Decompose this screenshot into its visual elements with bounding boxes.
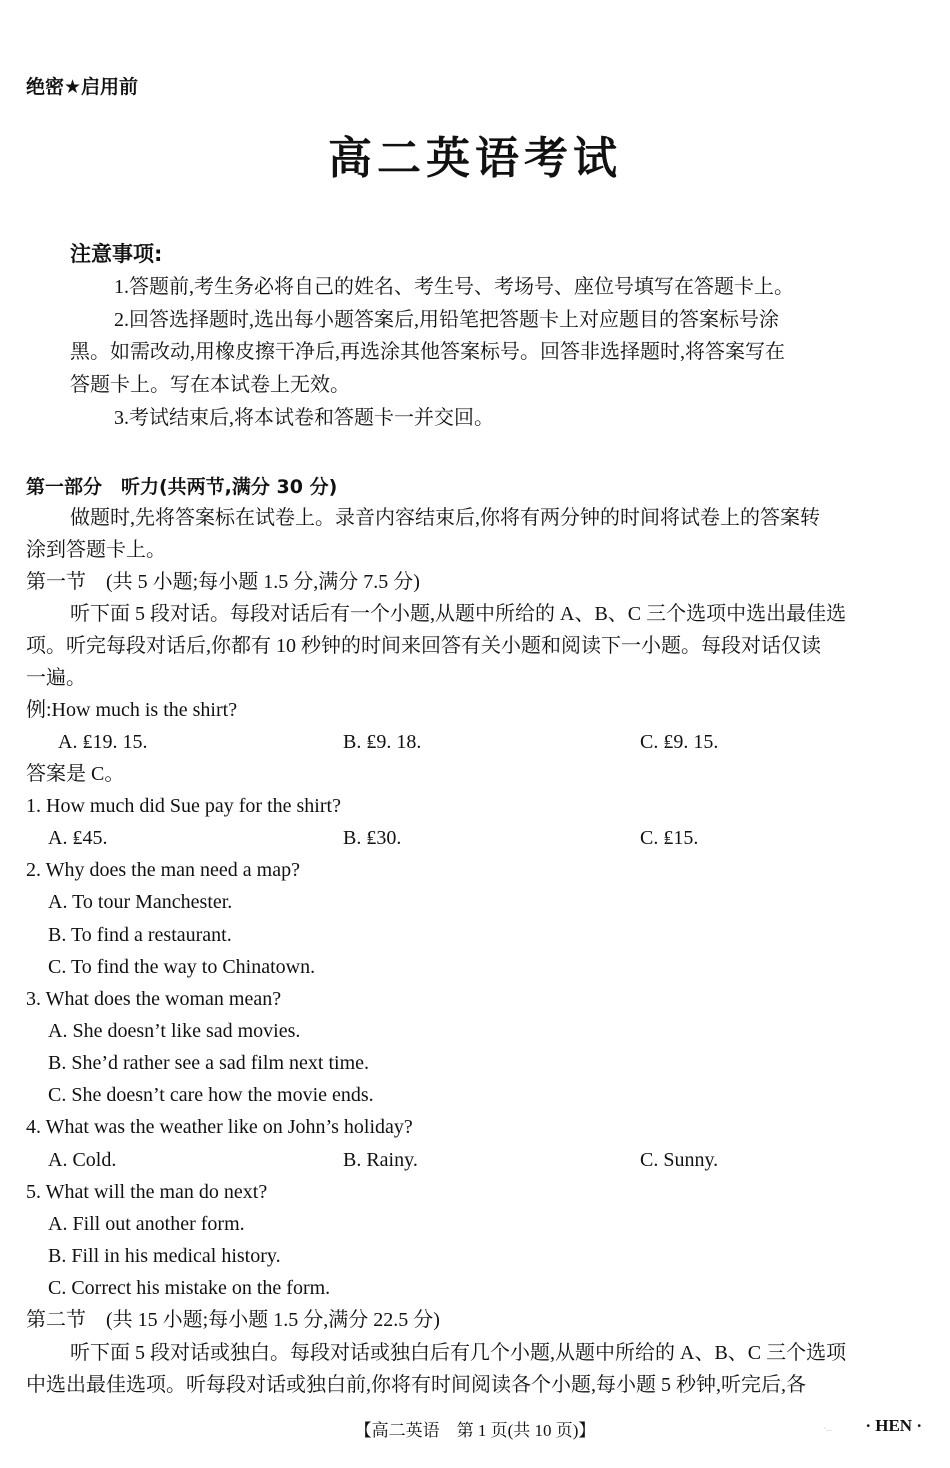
example-option-b: B. ₤9. 18. [343, 731, 422, 753]
notice-item-2-line-3: 答题卡上。写在本试卷上无效。 [70, 374, 350, 396]
example-question: 例:How much is the shirt? [26, 699, 238, 721]
example-option-c: C. ₤9. 15. [640, 731, 719, 753]
part1-intro-line-1: 做题时,先将答案标在试卷上。录音内容结束后,你将有两分钟的时间将试卷上的答案转 [70, 507, 820, 529]
question-2-option-c: C. To find the way to Chinatown. [48, 956, 316, 978]
section1-intro-line-3: 一遍。 [26, 667, 86, 689]
question-2-option-a: A. To tour Manchester. [48, 891, 233, 913]
question-3: 3. What does the woman mean? [26, 988, 282, 1010]
part1-intro-line-2: 涂到答题卡上。 [26, 539, 166, 561]
question-4: 4. What was the weather like on John’s holiday? [26, 1116, 413, 1138]
footer-faint-mark: ·... [823, 1424, 832, 1433]
notice-item-2-line-2: 黑。如需改动,用橡皮擦干净后,再选涂其他答案标号。回答非选择题时,将答案写在 [70, 341, 785, 363]
question-5-option-c: C. Correct his mistake on the form. [48, 1277, 331, 1299]
section2-intro-line-2: 中选出最佳选项。听每段对话或独白前,你将有时间阅读各个小题,每小题 5 秒钟,听完后,各 [26, 1374, 806, 1396]
example-answer: 答案是 C。 [26, 763, 125, 785]
notice-item-3: 3.考试结束后,将本试卷和答题卡一并交回。 [114, 407, 494, 429]
question-5: 5. What will the man do next? [26, 1181, 268, 1203]
notice-item-2-line-1: 2.回答选择题时,选出每小题答案后,用铅笔把答题卡上对应题目的答案标号涂 [114, 309, 779, 331]
question-3-option-a: A. She doesn’t like sad movies. [48, 1020, 301, 1042]
page-title: 高二英语考试 [328, 133, 622, 184]
confidential-mark: 绝密★启用前 [26, 76, 139, 98]
question-4-option-b: B. Rainy. [343, 1149, 418, 1171]
question-3-option-c: C. She doesn’t care how the movie ends. [48, 1084, 374, 1106]
question-5-option-a: A. Fill out another form. [48, 1213, 245, 1235]
question-3-option-b: B. She’d rather see a sad film next time. [48, 1052, 370, 1074]
question-5-option-b: B. Fill in his medical history. [48, 1245, 281, 1267]
question-2: 2. Why does the man need a map? [26, 859, 300, 881]
exam-code: · HEN · [865, 1416, 922, 1435]
section1-intro-line-1: 听下面 5 段对话。每段对话后有一个小题,从题中所给的 A、B、C 三个选项中选出最佳选 [70, 603, 847, 625]
section1-heading: 第一节 (共 5 小题;每小题 1.5 分,满分 7.5 分) [26, 571, 420, 593]
question-1: 1. How much did Sue pay for the shirt? [26, 795, 341, 817]
question-1-option-a: A. ₤45. [48, 827, 108, 849]
section2-intro-line-1: 听下面 5 段对话或独白。每段对话或独白后有几个小题,从题中所给的 A、B、C 三个选项 [70, 1342, 847, 1364]
question-2-option-b: B. To find a restaurant. [48, 924, 232, 946]
question-1-option-c: C. ₤15. [640, 827, 699, 849]
question-4-option-c: C. Sunny. [640, 1149, 719, 1171]
example-option-a: A. ₤19. 15. [58, 731, 148, 753]
notice-item-1: 1.答题前,考生务必将自己的姓名、考生号、考场号、座位号填写在答题卡上。 [114, 276, 794, 298]
notice-heading: 注意事项: [70, 242, 163, 266]
section2-heading: 第二节 (共 15 小题;每小题 1.5 分,满分 22.5 分) [26, 1309, 440, 1331]
section1-intro-line-2: 项。听完每段对话后,你都有 10 秒钟的时间来回答有关小题和阅读下一小题。每段对话仅读 [26, 635, 821, 657]
question-1-option-b: B. ₤30. [343, 827, 402, 849]
part1-heading: 第一部分 听力(共两节,满分 30 分) [26, 476, 338, 498]
page-footer: 【高二英语 第 1 页(共 10 页)】 [354, 1421, 596, 1440]
question-4-option-a: A. Cold. [48, 1149, 117, 1171]
